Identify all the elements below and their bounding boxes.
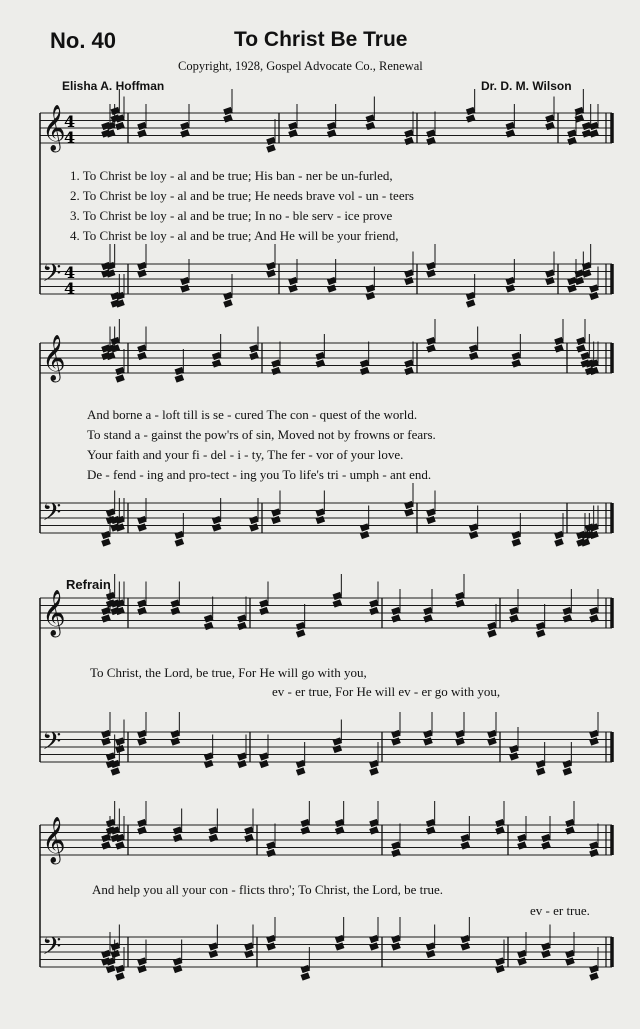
note-head (391, 841, 401, 849)
note-head (111, 942, 121, 950)
note-head (101, 531, 111, 539)
note-head (512, 531, 522, 539)
treble-clef-icon: 𝄞 (42, 817, 66, 863)
note-head (426, 516, 436, 524)
note-head (517, 957, 527, 965)
note-head (266, 137, 276, 145)
note-head (115, 965, 125, 973)
note-head (237, 760, 247, 768)
note-head (115, 122, 125, 130)
note-head (223, 292, 233, 300)
note-head (212, 523, 222, 531)
refrain-line-1: To Christ, the Lord, be true, For He will go with you, (90, 665, 367, 680)
note-head (266, 942, 276, 950)
note-head (509, 752, 519, 760)
note-head (487, 622, 497, 630)
note-head (554, 531, 564, 539)
note-head (223, 114, 233, 122)
note-head (111, 767, 121, 775)
note-head (581, 352, 591, 360)
note-head (101, 614, 111, 622)
note-head (563, 614, 573, 622)
note-head (554, 538, 564, 546)
note-head (545, 122, 555, 130)
note-head (563, 760, 573, 768)
note-head (469, 344, 479, 352)
note-head (495, 819, 505, 827)
note-head (589, 284, 599, 292)
note-head (327, 277, 337, 285)
treble-clef-icon: 𝄞 (42, 105, 66, 151)
note-head (249, 523, 259, 531)
refrain-line-4: ev - er true. (530, 903, 590, 918)
note-head (316, 352, 326, 360)
note-head (101, 538, 111, 546)
time-signature: 4 (64, 263, 76, 282)
note-head (369, 599, 379, 607)
note-head (327, 122, 337, 130)
note-head (455, 599, 465, 607)
note-head (423, 730, 433, 738)
note-head (360, 367, 370, 375)
note-head (288, 284, 298, 292)
note-head (545, 269, 555, 277)
time-signature: 4 (64, 112, 76, 131)
note-head (316, 359, 326, 367)
note-head (101, 841, 111, 849)
note-head (137, 965, 147, 973)
note-head (271, 359, 281, 367)
note-head (391, 849, 401, 857)
note-head (509, 607, 519, 615)
note-head (180, 129, 190, 137)
note-head (223, 107, 233, 115)
note-head (335, 935, 345, 943)
note-head (223, 299, 233, 307)
note-head (426, 826, 436, 834)
note-head (301, 965, 311, 973)
note-head (426, 262, 436, 270)
note-head (301, 972, 311, 980)
note-head (115, 367, 125, 375)
bass-clef-icon: 𝄢 (42, 932, 62, 967)
note-head (589, 129, 599, 137)
note-head (137, 599, 147, 607)
note-head (567, 129, 577, 137)
note-head (335, 826, 345, 834)
note-head (137, 352, 147, 360)
note-head (554, 337, 564, 345)
note-head (567, 137, 577, 145)
note-head (369, 935, 379, 943)
note-head (495, 965, 505, 973)
note-head (301, 826, 311, 834)
note-head (137, 516, 147, 524)
note-head (296, 767, 306, 775)
verse-4-line-1: 4. To Christ be loy - al and be true; And He will be your friend, (70, 228, 399, 243)
note-head (391, 737, 401, 745)
note-head (106, 592, 116, 600)
note-head (111, 950, 121, 958)
note-head (423, 607, 433, 615)
note-head (137, 523, 147, 531)
note-head (466, 292, 476, 300)
note-head (204, 760, 214, 768)
note-head (288, 129, 298, 137)
note-head (266, 935, 276, 943)
note-head (212, 352, 222, 360)
note-head (271, 367, 281, 375)
note-head (509, 745, 519, 753)
note-head (589, 737, 599, 745)
note-head (249, 352, 259, 360)
verse-3-line-2: Your faith and your fi - del - i - ty, The fer - vor of your love. (87, 447, 404, 462)
note-head (567, 284, 577, 292)
note-head (404, 269, 414, 277)
note-head (259, 607, 269, 615)
note-head (426, 950, 436, 958)
note-head (316, 516, 326, 524)
note-head (106, 752, 116, 760)
note-head (360, 531, 370, 539)
note-head (173, 965, 183, 973)
note-head (244, 826, 254, 834)
note-head (404, 137, 414, 145)
note-head (426, 819, 436, 827)
lyricist-credit: Elisha A. Hoffman (62, 79, 165, 93)
note-head (115, 841, 125, 849)
refrain-label: Refrain (66, 577, 111, 592)
note-head (541, 834, 551, 842)
note-head (487, 730, 497, 738)
note-head (517, 950, 527, 958)
note-head (259, 599, 269, 607)
note-head (175, 531, 185, 539)
note-head (512, 352, 522, 360)
note-head (137, 607, 147, 615)
note-head (391, 607, 401, 615)
note-head (461, 935, 471, 943)
hymn-number: No. 40 (50, 28, 117, 53)
note-head (115, 972, 125, 980)
refrain-line-2: ev - er true, For He will ev - er go with you, (272, 684, 501, 699)
note-head (426, 269, 436, 277)
note-head (455, 737, 465, 745)
note-head (115, 374, 125, 382)
note-head (469, 523, 479, 531)
note-head (455, 592, 465, 600)
note-head (536, 629, 546, 637)
verse-4-line-2: De - fend - ing and pro-tect - ing you To life's tri - umph - ant end. (87, 467, 432, 482)
note-head (249, 516, 259, 524)
note-head (404, 129, 414, 137)
note-head (137, 129, 147, 137)
note-head (506, 122, 516, 130)
note-head (333, 737, 343, 745)
hymn-title: To Christ Be True (234, 28, 408, 51)
note-head (536, 622, 546, 630)
note-head (517, 841, 527, 849)
note-head (101, 607, 111, 615)
note-head (171, 607, 181, 615)
note-head (369, 607, 379, 615)
note-head (209, 950, 219, 958)
note-head (333, 592, 343, 600)
note-head (563, 607, 573, 615)
verse-2-line-1: 2. To Christ be loy - al and be true; He needs brave vol - un - teers (70, 188, 414, 203)
note-head (296, 629, 306, 637)
note-head (137, 826, 147, 834)
note-head (495, 957, 505, 965)
time-signature: 4 (64, 279, 76, 298)
note-head (327, 284, 337, 292)
note-head (137, 819, 147, 827)
note-head (106, 819, 116, 827)
note-head (565, 826, 575, 834)
note-head (487, 629, 497, 637)
note-head (404, 359, 414, 367)
note-head (111, 107, 121, 115)
note-head (536, 760, 546, 768)
note-head (565, 957, 575, 965)
note-head (137, 344, 147, 352)
note-head (212, 516, 222, 524)
note-head (106, 508, 116, 516)
note-head (589, 614, 599, 622)
note-head (366, 122, 376, 130)
note-head (271, 508, 281, 516)
note-head (175, 367, 185, 375)
note-head (301, 819, 311, 827)
note-head (316, 508, 326, 516)
note-head (563, 767, 573, 775)
note-head (541, 950, 551, 958)
note-head (461, 942, 471, 950)
note-head (212, 359, 222, 367)
note-head (589, 292, 599, 300)
note-head (369, 760, 379, 768)
note-head (266, 262, 276, 270)
note-head (266, 144, 276, 152)
note-head (171, 730, 181, 738)
note-head (244, 950, 254, 958)
note-head (111, 337, 121, 345)
note-head (426, 508, 436, 516)
verse-1-line-2: And borne a - loft till is se - cured The con - quest of the world. (87, 407, 418, 422)
note-head (426, 337, 436, 345)
note-head (271, 516, 281, 524)
note-head (369, 942, 379, 950)
note-head (333, 745, 343, 753)
note-head (180, 284, 190, 292)
note-head (541, 942, 551, 950)
note-head (244, 942, 254, 950)
note-head (469, 531, 479, 539)
note-head (506, 277, 516, 285)
note-head (173, 957, 183, 965)
note-head (173, 826, 183, 834)
note-head (487, 737, 497, 745)
note-head (512, 359, 522, 367)
note-head (369, 826, 379, 834)
note-head (171, 599, 181, 607)
note-head (209, 834, 219, 842)
note-head (391, 730, 401, 738)
verse-2-line-2: To stand a - gainst the pow'rs of sin, Moved not by frowns or fears. (87, 427, 436, 442)
note-head (466, 114, 476, 122)
note-head (404, 367, 414, 375)
note-head (101, 950, 111, 958)
note-head (506, 284, 516, 292)
note-head (296, 622, 306, 630)
note-head (266, 269, 276, 277)
note-head (237, 752, 247, 760)
note-head (391, 942, 401, 950)
note-head (137, 122, 147, 130)
note-head (461, 841, 471, 849)
note-head (589, 841, 599, 849)
note-head (327, 129, 337, 137)
note-head (404, 277, 414, 285)
copyright-notice: Copyright, 1928, Gospel Advocate Co., Renewal (178, 59, 423, 73)
note-head (335, 942, 345, 950)
note-head (266, 849, 276, 857)
note-head (180, 277, 190, 285)
note-head (204, 752, 214, 760)
note-head (576, 337, 586, 345)
note-head (259, 760, 269, 768)
note-head (360, 359, 370, 367)
composer-credit: Dr. D. M. Wilson (481, 79, 572, 93)
time-signature: 4 (64, 128, 76, 147)
note-head (495, 826, 505, 834)
note-head (106, 965, 116, 973)
note-head (204, 614, 214, 622)
note-head (545, 114, 555, 122)
bass-clef-icon: 𝄢 (42, 727, 62, 762)
note-head (554, 344, 564, 352)
note-head (366, 292, 376, 300)
note-head (455, 730, 465, 738)
note-head (137, 269, 147, 277)
note-head (209, 942, 219, 950)
note-head (589, 965, 599, 973)
note-head (175, 374, 185, 382)
treble-clef-icon: 𝄞 (42, 335, 66, 381)
note-head (466, 107, 476, 115)
note-head (237, 622, 247, 630)
note-head (423, 737, 433, 745)
note-head (461, 834, 471, 842)
note-head (237, 614, 247, 622)
note-head (244, 834, 254, 842)
note-head (204, 622, 214, 630)
verse-3-line-1: 3. To Christ be loy - al and be true; In no - ble serv - ice prove (70, 208, 393, 223)
note-head (101, 834, 111, 842)
note-head (426, 344, 436, 352)
note-head (404, 501, 414, 509)
note-head (335, 819, 345, 827)
note-head (137, 957, 147, 965)
note-head (565, 950, 575, 958)
note-head (391, 614, 401, 622)
note-head (171, 737, 181, 745)
note-head (369, 767, 379, 775)
note-head (288, 122, 298, 130)
note-head (391, 935, 401, 943)
note-head (512, 538, 522, 546)
note-head (115, 737, 125, 745)
verse-1-line-1: 1. To Christ be loy - al and be true; His ban - ner be un-furled, (70, 168, 393, 183)
note-head (545, 277, 555, 285)
note-head (536, 767, 546, 775)
note-head (589, 730, 599, 738)
note-head (101, 737, 111, 745)
note-head (266, 841, 276, 849)
refrain-line-3: And help you all your con - flicts thro'; To Christ, the Lord, be true. (92, 882, 444, 897)
bass-clef-icon: 𝄢 (42, 498, 62, 533)
note-head (180, 122, 190, 130)
note-head (137, 262, 147, 270)
note-head (517, 834, 527, 842)
note-head (259, 752, 269, 760)
note-head (423, 614, 433, 622)
note-head (366, 284, 376, 292)
note-head (565, 819, 575, 827)
note-head (426, 942, 436, 950)
note-head (426, 129, 436, 137)
note-head (137, 730, 147, 738)
treble-clef-icon: 𝄞 (42, 590, 66, 636)
note-head (175, 538, 185, 546)
note-head (576, 344, 586, 352)
bass-clef-icon: 𝄢 (42, 259, 62, 294)
note-head (360, 523, 370, 531)
note-head (288, 277, 298, 285)
note-head (173, 834, 183, 842)
note-head (509, 614, 519, 622)
note-head (589, 607, 599, 615)
note-head (506, 129, 516, 137)
note-head (137, 737, 147, 745)
note-head (333, 599, 343, 607)
note-head (366, 114, 376, 122)
note-head (115, 745, 125, 753)
note-head (249, 344, 259, 352)
note-head (466, 299, 476, 307)
note-head (589, 972, 599, 980)
note-head (209, 826, 219, 834)
note-head (296, 760, 306, 768)
note-head (101, 730, 111, 738)
note-head (541, 841, 551, 849)
note-head (404, 508, 414, 516)
note-head (369, 819, 379, 827)
note-head (589, 849, 599, 857)
note-head (469, 352, 479, 360)
note-head (426, 137, 436, 145)
